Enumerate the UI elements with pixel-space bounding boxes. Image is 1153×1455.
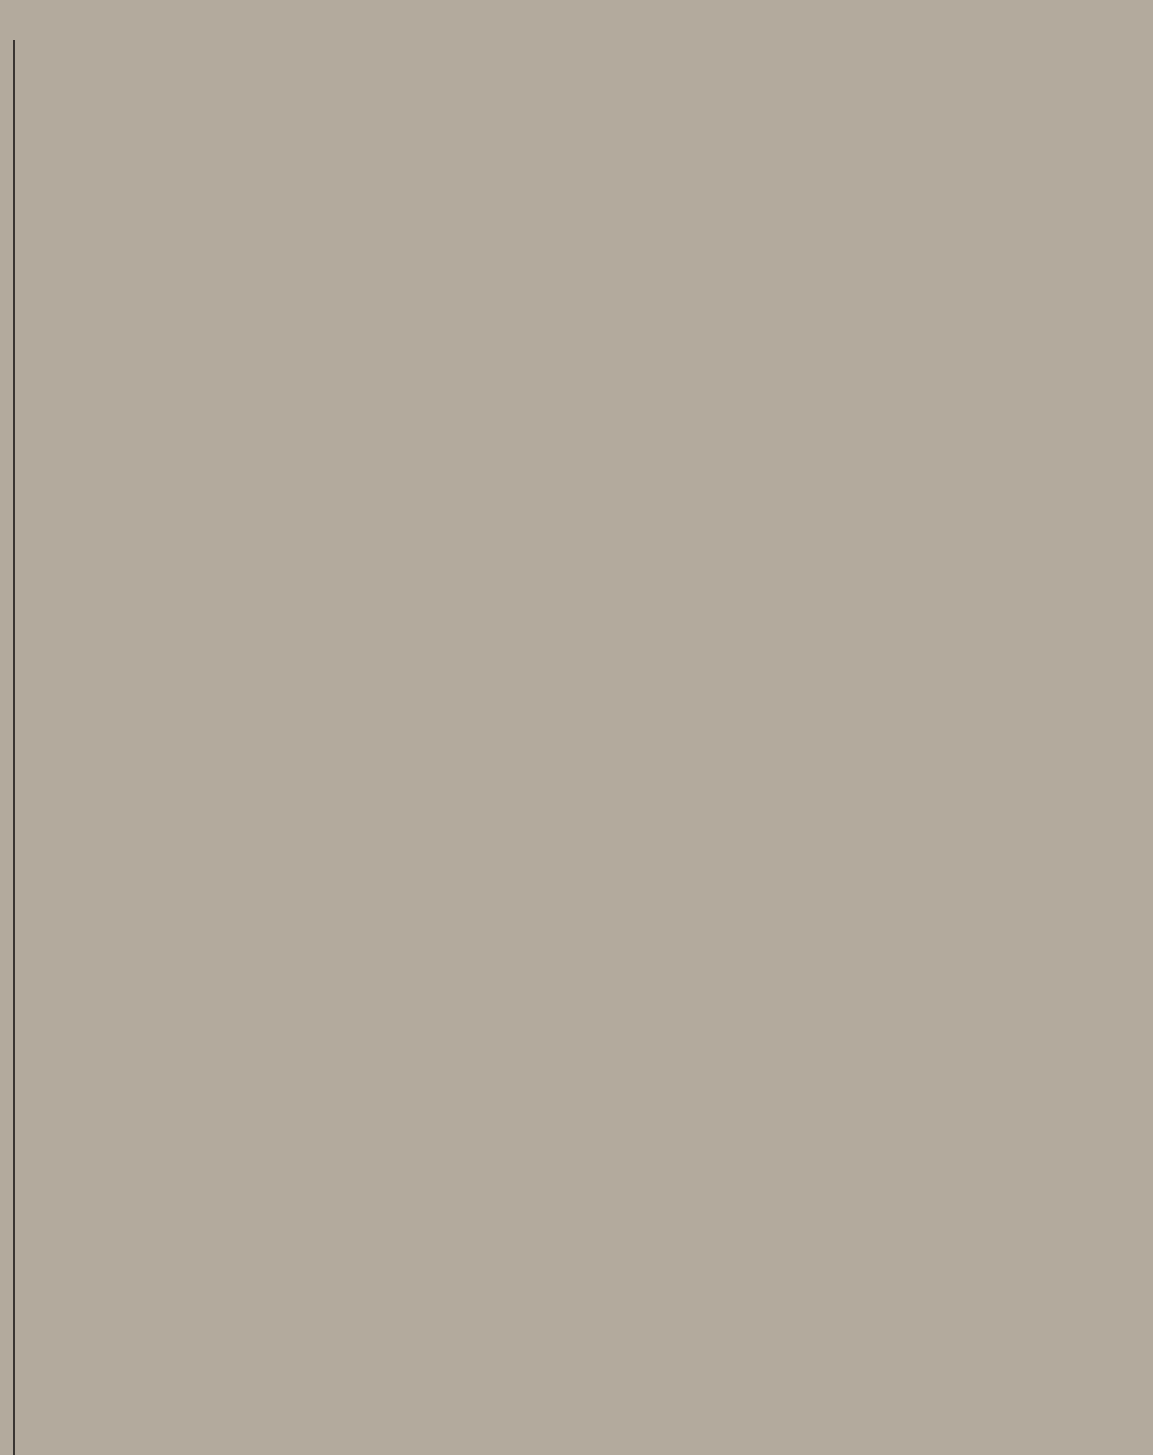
- ornament-bottom-border: [0, 1325, 1153, 1443]
- ornament-top-border: [0, 40, 1153, 165]
- left-margin-rule: [13, 40, 15, 1455]
